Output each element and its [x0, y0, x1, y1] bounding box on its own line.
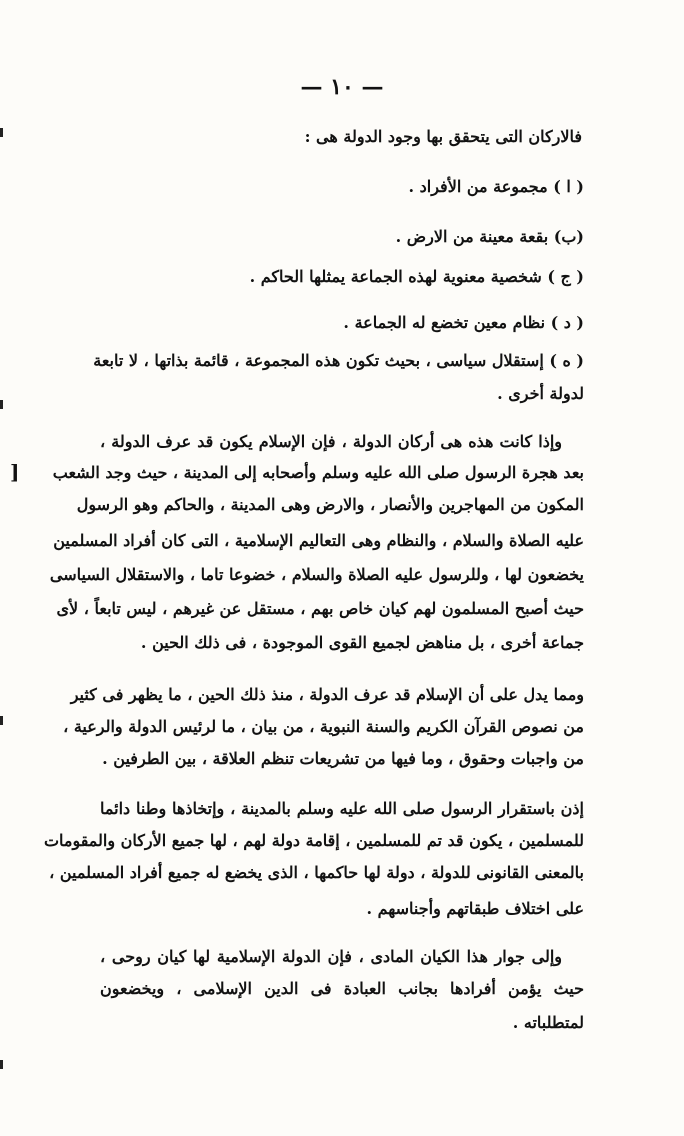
page-number: — ١٠ — — [300, 74, 384, 100]
paragraph-line: بعد هجرة الرسول صلى الله عليه وسلم وأصحابه إلى المدينة ، حيث وجد الشعب — [52, 463, 584, 482]
paragraph-line: حيث أصبح المسلمون لهم كيان خاص بهم ، مستقل عن غيرهم ، ليس تابعاً ، لأى — [56, 599, 584, 618]
paragraph-line: لمتطلباته . — [512, 1013, 584, 1032]
paragraph-line: إذن باستقرار الرسول صلى الله عليه وسلم بالمدينة ، وإتخاذها وطنا دائما — [100, 799, 584, 818]
paragraph-line: من واجبات وحقوق ، وما فيها من تشريعات تنظم العلاقة ، بين الطرفين . — [102, 749, 584, 768]
paragraph-line: وإذا كانت هذه هى أركان الدولة ، فإن الإسلام يكون قد عرف الدولة ، — [100, 432, 562, 451]
margin-bracket: ] — [10, 460, 20, 484]
paragraph-line: جماعة أخرى ، بل مناهض لجميع القوى الموجودة ، فى ذلك الحين . — [140, 633, 584, 652]
list-item: (ب) بقعة معينة من الارض . — [395, 227, 584, 246]
paragraph-line: المكون من المهاجرين والأنصار ، والارض وهى المدينة ، والحاكم وهو الرسول — [76, 495, 584, 514]
paragraph-line: يخضعون لها ، وللرسول عليه الصلاة والسلام ، خضوعا تاما ، والاستقلال السياسى — [49, 565, 584, 584]
paragraph-line: على اختلاف طبقاتهم وأجناسهم . — [366, 899, 584, 918]
list-item-line: لدولة أخرى . — [497, 384, 584, 403]
edge-mark — [0, 1060, 3, 1069]
paragraph-line: من نصوص القرآن الكريم والسنة النبوية ، من بيان ، ما لرئيس الدولة والرعية ، — [63, 717, 584, 736]
list-item: ( د ) نظام معين تخضع له الجماعة . — [343, 313, 584, 332]
paragraph-line: عليه الصلاة والسلام ، والنظام وهى التعاليم الإسلامية ، التى كان أفراد المسلمين — [53, 531, 584, 550]
edge-mark — [0, 128, 3, 137]
paragraph-line: بالمعنى القانونى للدولة ، دولة لها حاكمها ، الذى يخضع له جميع أفراد المسلمين ، — [49, 863, 584, 882]
list-item: ( ج ) شخصية معنوية لهذه الجماعة يمثلها الحاكم . — [249, 267, 584, 286]
list-item-line: ( ه ) إستقلال سياسى ، بحيث تكون هذه المجموعة ، قائمة بذاتها ، لا تابعة — [93, 351, 584, 370]
list-item: ( ا ) مجموعة من الأفراد . — [408, 177, 584, 196]
paragraph-line: للمسلمين ، يكون قد تم للمسلمين ، إقامة دولة لهم ، لها جميع الأركان والمقومات — [43, 831, 584, 850]
paragraph-line: حيث يؤمن أفرادها بجانب العبادة فى الدين الإسلامى ، ويخضعون — [100, 979, 584, 998]
intro-line: فالاركان التى يتحقق بها وجود الدولة هى : — [304, 127, 582, 146]
edge-mark — [0, 716, 3, 725]
edge-mark — [0, 400, 3, 409]
paragraph-line: وإلى جوار هذا الكيان المادى ، فإن الدولة الإسلامية لها كيان روحى ، — [100, 947, 562, 966]
paragraph-line: ومما يدل على أن الإسلام قد عرف الدولة ، منذ ذلك الحين ، ما يظهر فى كثير — [70, 685, 584, 704]
